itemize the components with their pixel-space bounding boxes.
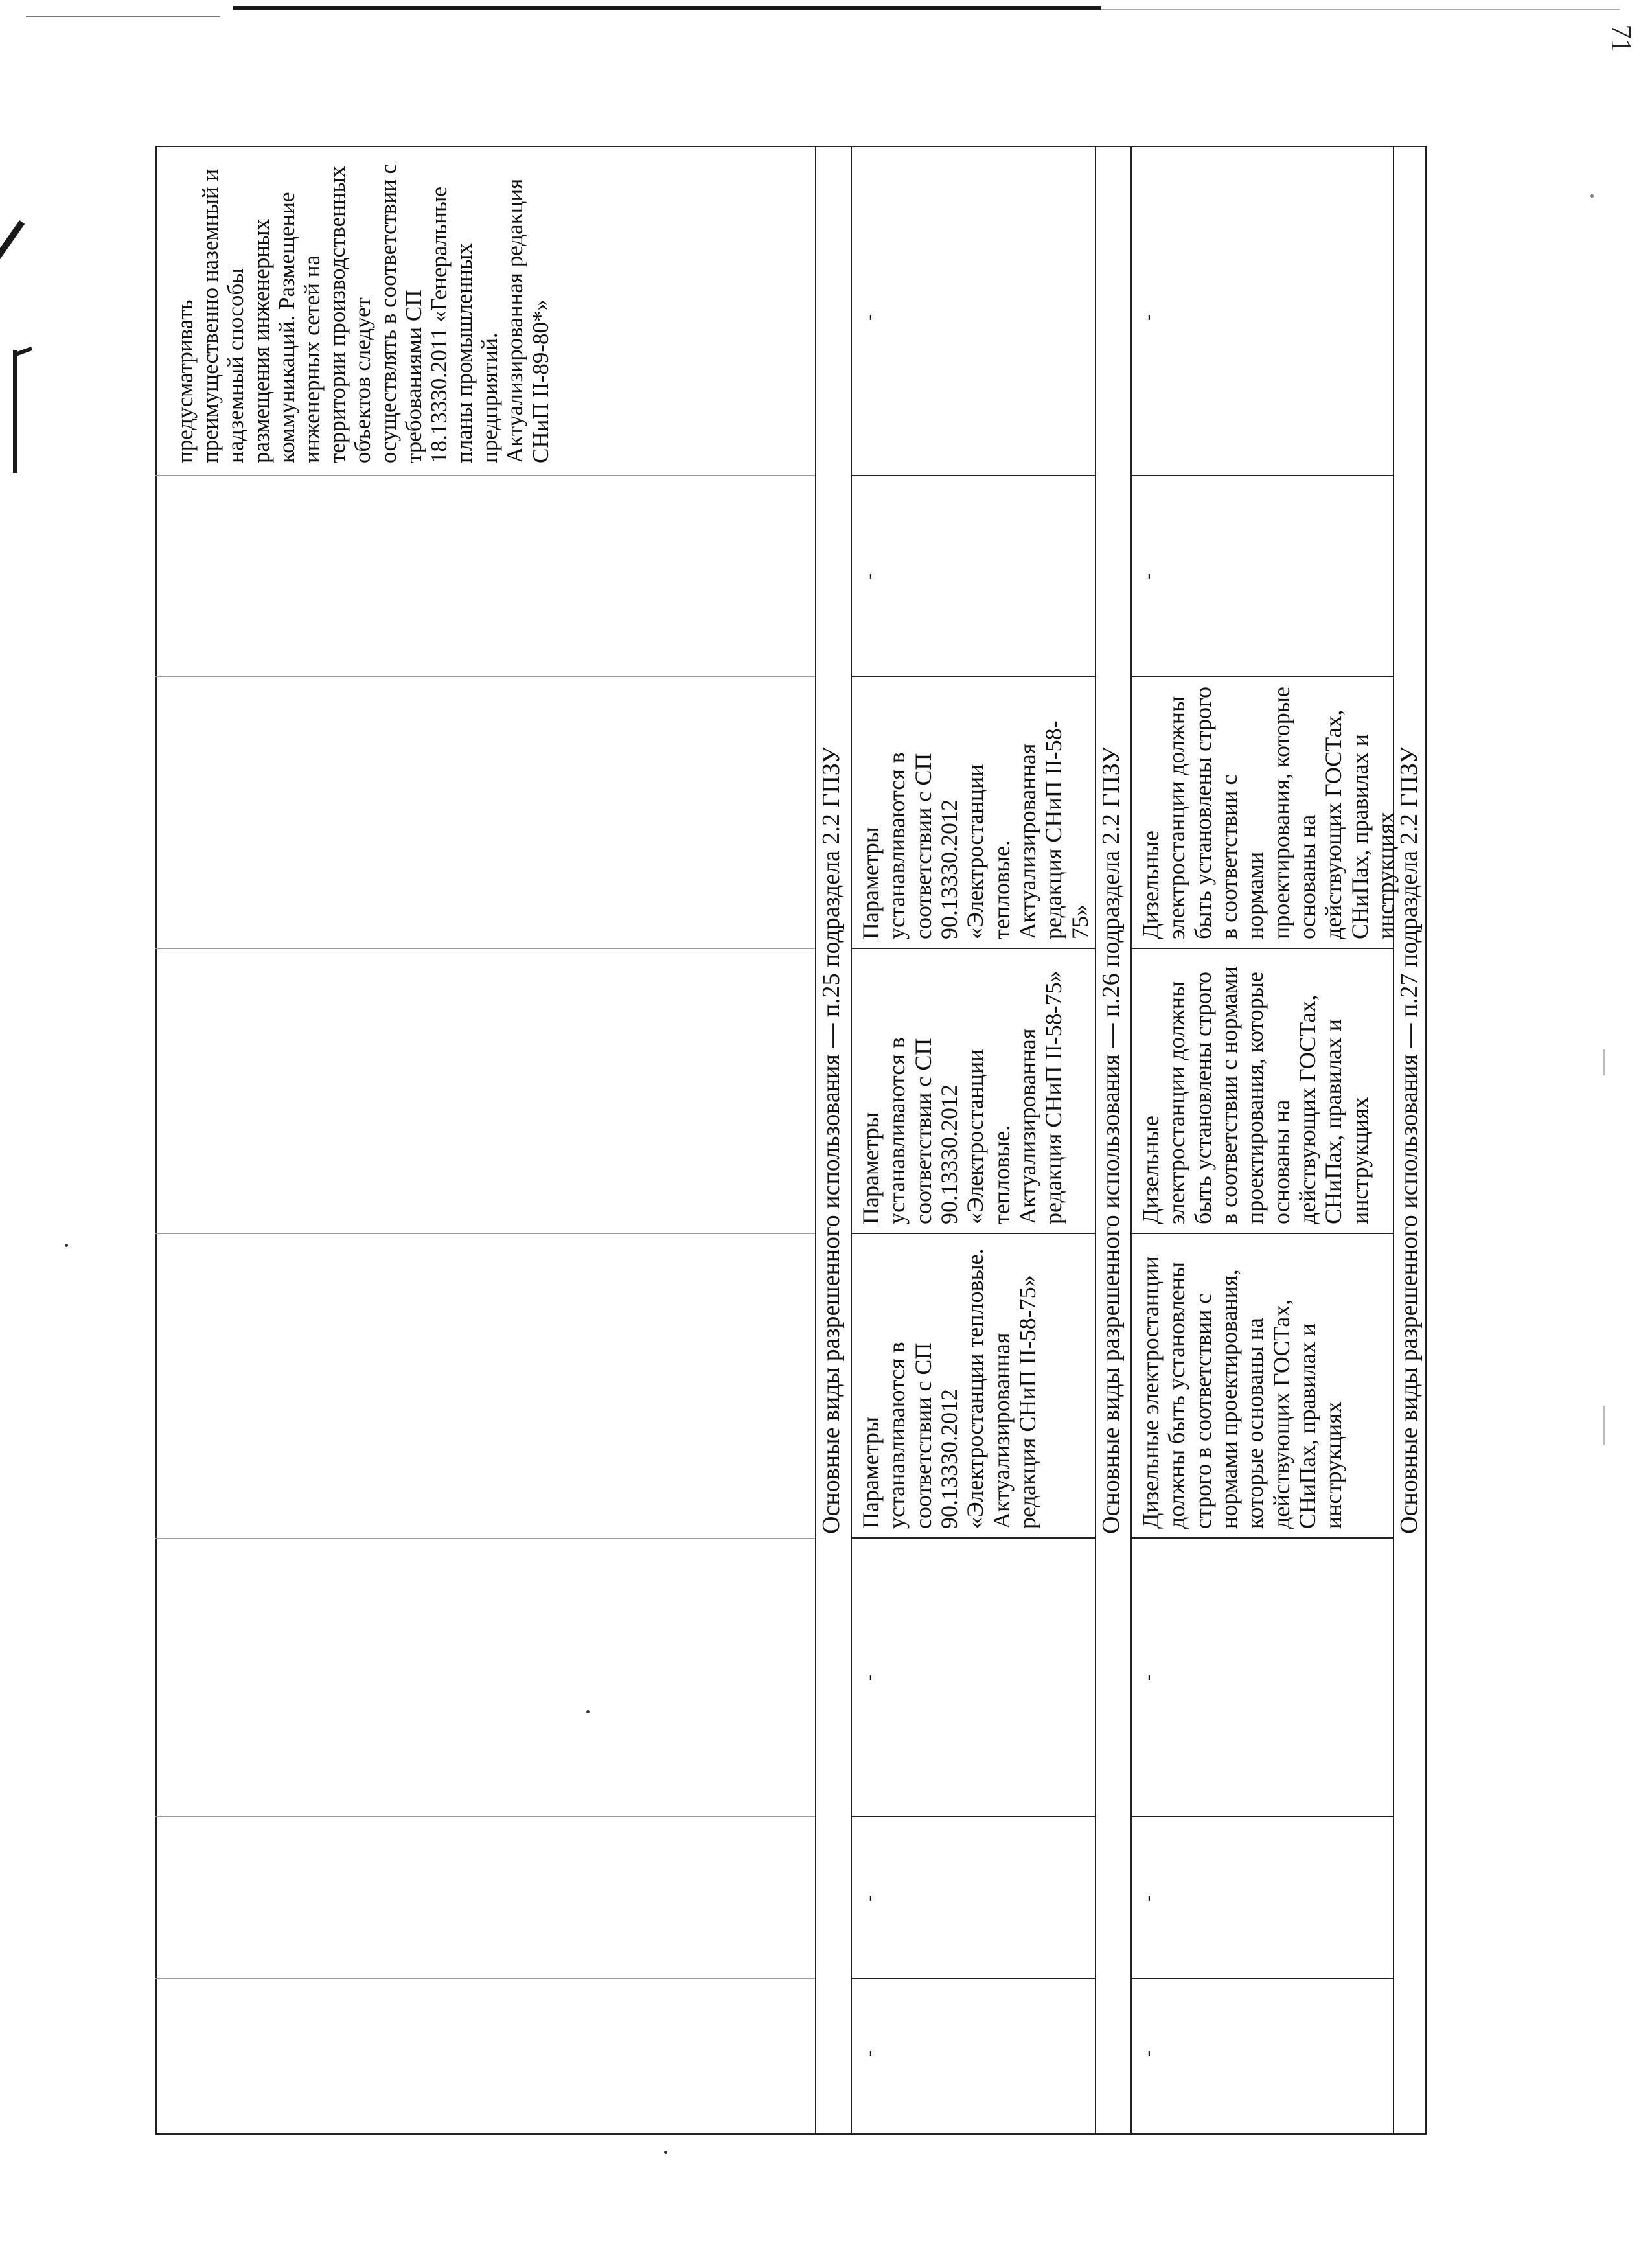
empty-cell-dash: - (1137, 573, 1158, 580)
column-divider (851, 1233, 1095, 1234)
column-divider (851, 676, 1095, 677)
empty-cell-dash: - (1137, 2050, 1158, 2057)
column-divider (1130, 1978, 1393, 1979)
table-cell: Параметры устанавливаются в соответствии с СП 90.13330.2012 «Электростанции тепловые. Актуализированная редакция СНиП II-58-75» (858, 970, 1067, 1224)
section-header: Основные виды разрешенного использования — п.25 подраздела 2.2 ГПЗУ (818, 746, 845, 1534)
empty-cell-dash: - (858, 1895, 880, 1901)
table-cell: Дизельные электростанции должны быть установлены строго в соответствии с нормами проектирования, которые основаны на действующих ГОСТах, СНиПах, правилах и инструкциях (1138, 966, 1373, 1224)
column-divider (155, 1816, 815, 1817)
scan-mark (13, 347, 32, 357)
scan-dot (1590, 194, 1594, 198)
column-divider (1130, 475, 1393, 476)
empty-cell-dash: - (858, 573, 880, 580)
table-cell: Дизельные электростанции должны быть установлены строго в соответствии с нормами проектирования, которые основаны на действующих ГОСТах, СНиПах, правилах и инструкциях (1138, 687, 1399, 939)
column-divider (851, 1816, 1095, 1817)
page-number-mark: 71 (1605, 24, 1638, 53)
scan-mark (13, 350, 17, 473)
table-cell: Параметры устанавливаются в соответствии с СП 90.13330.2012 «Электростанции тепловые. Актуализированная редакция СНиП II-58-75» (858, 720, 1093, 939)
column-divider (851, 1978, 1095, 1979)
scan-dot (65, 1244, 68, 1247)
table-border-top (155, 146, 157, 2135)
scan-mark (0, 220, 25, 309)
rotated-table (155, 146, 1438, 2135)
scan-dot (664, 2151, 667, 2154)
row-divider (815, 146, 816, 2135)
column-divider (155, 1978, 815, 1979)
column-divider (155, 676, 815, 677)
scan-mark (1603, 1406, 1605, 1445)
column-divider (851, 475, 1095, 476)
column-divider (155, 1233, 815, 1234)
section-header: Основные виды разрешенного использования — п.27 подраздела 2.2 ГПЗУ (1395, 746, 1423, 1534)
scan-edge-line (1101, 9, 1620, 10)
table-cell: предусматривать преимущественно наземный и надземный способы размещения инженерных коммуникаций. Размещение инженерных сетей на территории производственных объектов следует осуществлять в соответствии с требованиями СП 18.13330.2011 «Генеральные планы промышленных предприятий. Актуализированная редакция СНиП II-89-80*» (172, 163, 553, 463)
column-divider (155, 1538, 815, 1539)
table-border-right (155, 146, 1425, 147)
column-divider (1130, 948, 1393, 949)
scan-edge-bar (233, 6, 1101, 10)
column-divider (155, 475, 815, 476)
row-divider (1095, 146, 1096, 2135)
table-border-bottom (1425, 146, 1427, 2135)
empty-cell-dash: - (1137, 1675, 1158, 1681)
column-divider (1130, 1537, 1393, 1539)
table-border-left (155, 2133, 1425, 2135)
empty-cell-dash: - (858, 314, 880, 321)
empty-cell-dash: - (1137, 314, 1158, 321)
scan-mark (1603, 1049, 1605, 1075)
row-divider (851, 146, 852, 2135)
empty-cell-dash: - (1137, 1895, 1158, 1901)
empty-cell-dash: - (858, 2050, 880, 2057)
column-divider (851, 948, 1095, 949)
column-divider (851, 1537, 1095, 1539)
column-divider (1130, 1816, 1393, 1817)
section-header: Основные виды разрешенного использования — п.26 подраздела 2.2 ГПЗУ (1097, 746, 1125, 1534)
column-divider (155, 948, 815, 949)
table-cell: Дизельные электростанции должны быть установлены строго в соответствии с нормами проектирования, которые основаны на действующих ГОСТах, СНиПах, правилах и инструкциях (1138, 1256, 1347, 1529)
column-divider (1130, 676, 1393, 677)
row-divider (1130, 146, 1132, 2135)
scan-edge-line (26, 16, 220, 17)
table-cell: Параметры устанавливаются в соответствии с СП 90.13330.2012 «Электростанции тепловые. Актуализированная редакция СНиП II-58-75» (858, 1248, 1040, 1529)
column-divider (1130, 1233, 1393, 1234)
empty-cell-dash: - (858, 1675, 880, 1681)
row-divider (1393, 146, 1394, 2135)
